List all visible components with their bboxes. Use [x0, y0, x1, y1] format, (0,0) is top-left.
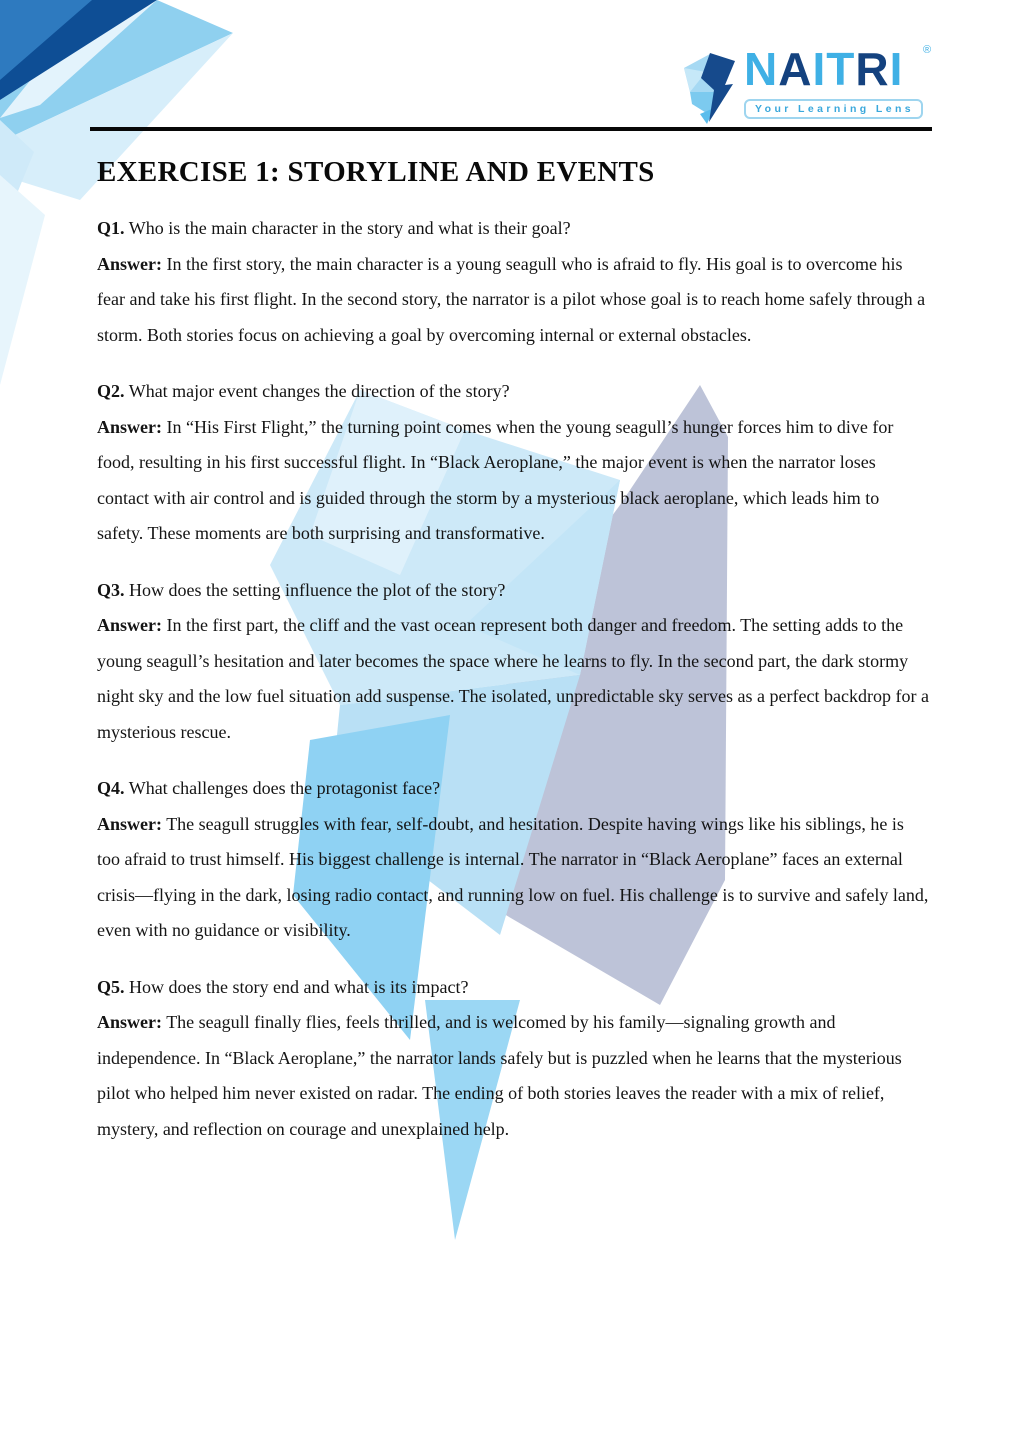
question-line: [97, 211, 930, 247]
answer-text: The seagull finally flies, feels thrilled, and is welcomed by his family—signaling growth and independence. In “Black Aeroplane,” the narrator lands safely but is puzzled when he learns that the mysterious pilot who helped him never existed on radar. The ending of both stories leaves the reader with a mix of relief, mystery, and reflection on courage and unexplained help.: [97, 1012, 902, 1139]
document-content: [97, 156, 930, 1168]
answer-label: Answer:: [97, 1012, 162, 1032]
question-label: Q4.: [97, 778, 125, 798]
qa-block-1: [97, 211, 930, 353]
logo-tagline: Your Learning Lens: [744, 99, 923, 119]
qa-block-4: [97, 771, 930, 949]
question-label: Q5.: [97, 976, 125, 997]
question-line: [97, 573, 930, 609]
answer-line: [97, 608, 930, 750]
answer-text: In the first story, the main character is a young seagull who is afraid to fly. His goal is to overcome his fear and take his first flight. In the second story, the narrator is a pilot whose goal is to reach home safely through a storm. Both stories focus on achieving a goal by overcoming internal or external obstacles.: [97, 253, 926, 345]
question-text: How does the story end and what is its impact?: [129, 976, 469, 997]
page-title: EXERCISE 1: STORYLINE AND EVENTS: [97, 156, 655, 188]
answer-label: Answer:: [97, 253, 162, 274]
naitri-logo: [680, 43, 940, 130]
answer-line: [97, 807, 930, 949]
question-line: [97, 771, 930, 807]
question-line: [97, 374, 930, 410]
question-text: How does the setting influence the plot of the story?: [129, 579, 506, 600]
answer-line: [97, 247, 930, 354]
header-divider: [90, 127, 932, 131]
question-label: Q1.: [97, 218, 125, 238]
question-line: [97, 970, 930, 1006]
question-label: Q3.: [97, 579, 125, 600]
registered-trademark-symbol: ®: [923, 44, 932, 56]
answer-label: Answer:: [97, 615, 162, 635]
answer-label: Answer:: [97, 416, 162, 437]
answer-line: [97, 410, 930, 552]
answer-text: In “His First Flight,” the turning point comes when the young seagull’s hunger forces him to dive for food, resulting in his first successful flight. In “Black Aeroplane,” the major event is when the narrator loses contact with air control and is guided through the storm by a mysterious black aeroplane, which leads him to safety. These moments are both surprising and transformative.: [97, 416, 894, 543]
answer-text: The seagull struggles with fear, self-doubt, and hesitation. Despite having wings like his siblings, he is too afraid to trust himself. His biggest challenge is internal. The narrator in “Black Aeroplane” faces an external crisis—flying in the dark, losing radio contact, and running low on fuel. His challenge is to survive and safely land, even with no guidance or visibility.: [97, 813, 929, 940]
question-text: Who is the main character in the story and what is their goal?: [128, 218, 571, 238]
question-text: What challenges does the protagonist face?: [128, 778, 441, 798]
qa-block-2: [97, 374, 930, 552]
naitri-wordmark: NAITRI: [744, 43, 904, 95]
qa-block-5: [97, 970, 930, 1148]
naitri-logo-icon: [680, 52, 740, 124]
answer-text: In the first part, the cliff and the vast ocean represent both danger and freedom. The setting adds to the young seagull’s hesitation and later becomes the space where he learns to fly. In the second part, the dark stormy night sky and the low fuel situation add suspense. The isolated, unpredictable sky serves as a perfect backdrop for a mysterious rescue.: [97, 615, 929, 742]
question-label: Q2.: [97, 381, 125, 401]
answer-label: Answer:: [97, 813, 162, 834]
qa-block-3: [97, 573, 930, 751]
question-text: What major event changes the direction of the story?: [128, 381, 510, 401]
answer-line: [97, 1005, 930, 1147]
